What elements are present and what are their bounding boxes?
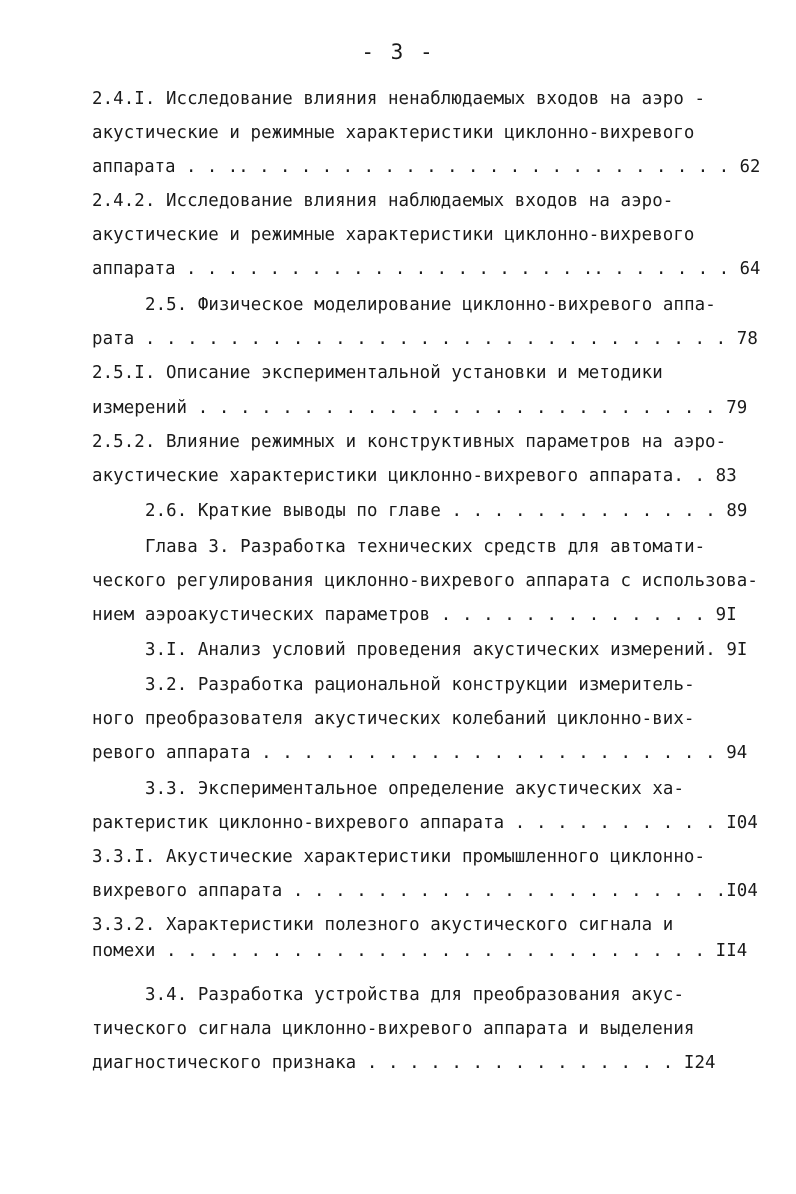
- toc-line: 3.I. Анализ условий проведения акустических измерений. 9I: [145, 640, 748, 660]
- toc-line: ческого регулирования циклонно-вихревого аппарата с использова-: [92, 571, 758, 591]
- toc-line: акустические и режимные характеристики циклонно-вихревого: [92, 123, 695, 143]
- toc-line: рактеристик циклонно-вихревого аппарата . . . . . . . . . . I04: [92, 813, 758, 833]
- toc-line: аппарата . . . . . . . . . . . . . . . . . . . .. . . . . . . 64: [92, 259, 761, 279]
- toc-line: диагностического признака . . . . . . . . . . . . . . . I24: [92, 1053, 716, 1073]
- toc-line: 3.3. Экспериментальное определение акустических ха-: [145, 779, 685, 799]
- toc-line: рата . . . . . . . . . . . . . . . . . . . . . . . . . . . . 78: [92, 329, 758, 349]
- toc-line: тического сигнала циклонно-вихревого аппарата и выделения: [92, 1019, 695, 1039]
- toc-line: 3.3.2. Характеристики полезного акустического сигнала и: [92, 915, 674, 935]
- toc-line: нием аэроакустических параметров . . . . . . . . . . . . . 9I: [92, 605, 737, 625]
- toc-line: 2.4.2. Исследование влияния наблюдаемых входов на аэро-: [92, 191, 674, 211]
- toc-line: ного преобразователя акустических колебаний циклонно-вих-: [92, 709, 695, 729]
- toc-line: акустические характеристики циклонно-вихревого аппарата. . 83: [92, 466, 737, 486]
- toc-line: акустические и режимные характеристики циклонно-вихревого: [92, 225, 695, 245]
- toc-line: 3.3.I. Акустические характеристики промышленного циклонно-: [92, 847, 706, 867]
- toc-line: 3.2. Разработка рациональной конструкции измеритель-: [145, 675, 695, 695]
- toc-line: 2.5. Физическое моделирование циклонно-вихревого аппа-: [145, 295, 716, 315]
- toc-line: 2.5.I. Описание экспериментальной установки и методики: [92, 363, 663, 383]
- page-number: - 3 -: [361, 40, 435, 64]
- toc-line: 2.5.2. Влияние режимных и конструктивных параметров на аэро-: [92, 432, 727, 452]
- toc-line: помехи . . . . . . . . . . . . . . . . . . . . . . . . . . II4: [92, 941, 748, 961]
- toc-line: 2.6. Краткие выводы по главе . . . . . . . . . . . . . 89: [145, 501, 748, 521]
- toc-line: вихревого аппарата . . . . . . . . . . . . . . . . . . . . .I04: [92, 881, 758, 901]
- toc-line: 3.4. Разработка устройства для преобразования акус-: [145, 985, 685, 1005]
- toc-line: ревого аппарата . . . . . . . . . . . . . . . . . . . . . . 94: [92, 743, 748, 763]
- toc-line: Глава 3. Разработка технических средств для автомати-: [145, 537, 706, 557]
- toc-line: измерений . . . . . . . . . . . . . . . . . . . . . . . . . 79: [92, 398, 748, 418]
- toc-line: 2.4.I. Исследование влияния ненаблюдаемых входов на аэро -: [92, 89, 706, 109]
- toc-line: аппарата . . .. . . . . . . . . . . . . . . . . . . . . . . . 62: [92, 157, 761, 177]
